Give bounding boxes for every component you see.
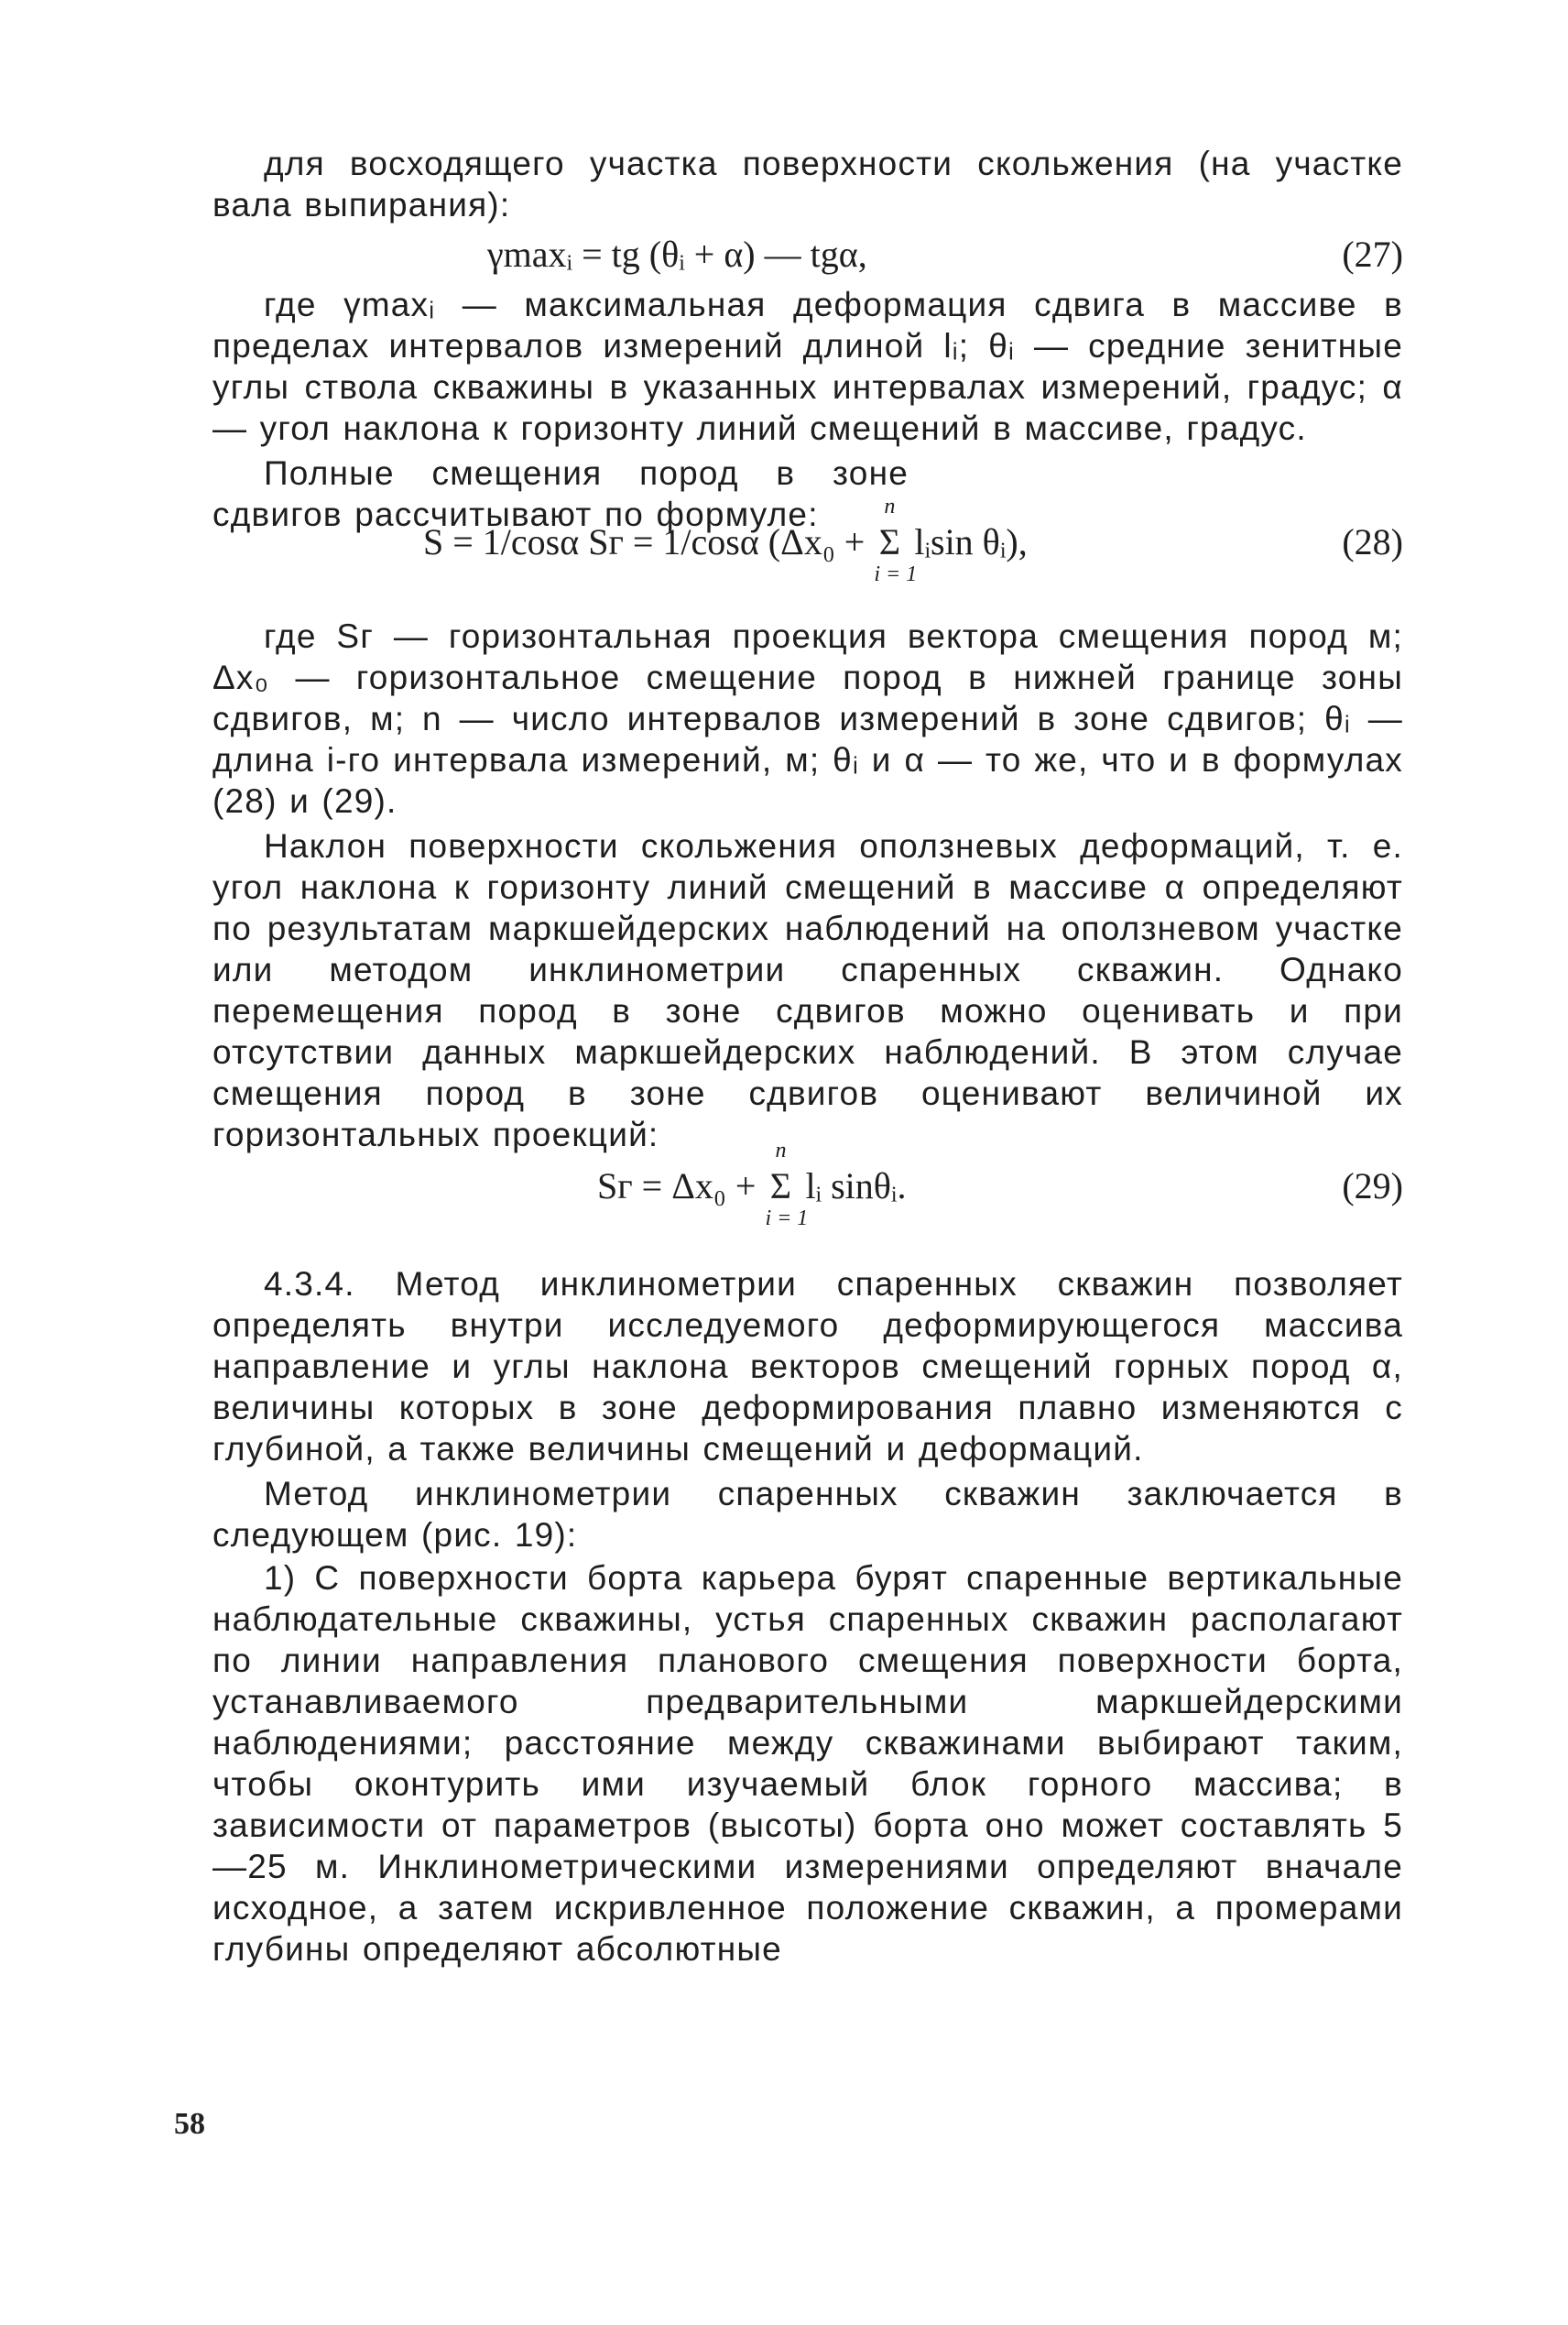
- formula-28-number: (28): [1342, 521, 1403, 562]
- formula-29-rhs: lᵢ sinθᵢ.: [805, 1165, 907, 1206]
- sum-upper-limit: n: [884, 495, 896, 518]
- sigma-glyph: Σ: [769, 1165, 792, 1206]
- formula-28: [212, 495, 1403, 597]
- paragraph-full-displacements: Полные смещения пород в зоне сдвигов рассчитывают по формуле:: [212, 454, 909, 533]
- formula-29: [212, 1139, 1403, 1260]
- formula-29-number: (29): [1342, 1165, 1403, 1206]
- paragraph-ascending-section: для восходящего участка поверхности скольжения (на участке вала выпирания):: [212, 145, 1403, 224]
- formula-28-rhs: lᵢsin θᵢ),: [914, 521, 1028, 562]
- formula-27-lhs: γmaxᵢ: [487, 234, 573, 275]
- formula-28-lhs: S = 1/cosα Sг = 1/cosα (Δx₀ +: [423, 521, 866, 562]
- summation-symbol: [874, 495, 918, 586]
- formula-27: [212, 231, 1403, 278]
- summation-symbol: [765, 1139, 809, 1230]
- paragraph-section-4-3-4: 4.3.4. Метод инклинометрии спаренных скважин позволяет определять внутри исследуемого деформирующегося массива направление и углы наклона векторов смещений горных пород α, величины которых в зоне деформирования плавно изменяются с глубиной, а также величины смещений и деформаций.: [212, 1265, 1403, 1468]
- formula-27-rhs: = tg (θᵢ + α) — tgα,: [582, 234, 867, 275]
- paragraph-gamma-definition: где γmaxᵢ — максимальная деформация сдвига в массиве в пределах интервалов измерений длиной lᵢ; θᵢ — средние зенитные углы ствола скважины в указанных интервалах измерений, градус; α — угол наклона к горизонту линий смещений в массиве, градус.: [212, 286, 1403, 447]
- sigma-glyph: Σ: [878, 521, 900, 562]
- text-column: [212, 143, 1403, 1970]
- sum-lower-limit: i = 1: [765, 1206, 809, 1230]
- paragraph-slip-surface: Наклон поверхности скольжения оползневых деформаций, т. е. угол наклона к горизонту линий смещений в массиве α определяют по результатам маркшейдерских наблюдений на оползневом участке или методом инклинометрии спаренных скважин. Однако перемещения пород в зоне сдвигов можно оценивать и при отсутствии данных маркшейдерских наблюдений. В этом случае смещения пород в зоне сдвигов оценивают величиной их горизонтальных проекций:: [212, 827, 1403, 1153]
- formula-29-lhs: Sг = Δx₀ +: [597, 1165, 757, 1206]
- sum-upper-limit: n: [775, 1139, 787, 1162]
- paragraph-method-description: Метод инклинометрии спаренных скважин заключается в следующем (рис. 19):: [212, 1475, 1403, 1554]
- paragraph-sg-definition: где Sг — горизонтальная проекция вектора смещения пород м; Δx₀ — горизонтальное смещение пород в нижней границе зоны сдвигов, м; n — число интервалов измерений в зоне сдвигов; θᵢ — длина i-го интервала измерений, м; θᵢ и α — то же, что и в формулах (28) и (29).: [212, 617, 1403, 820]
- page-number: 58: [174, 2107, 205, 2141]
- sum-lower-limit: i = 1: [874, 562, 918, 586]
- paragraph-step-1: 1) С поверхности борта карьера бурят спаренные вертикальные наблюдательные скважины, устья спаренных скважин располагают по линии направления планового смещения поверхности борта, устанавливаемого предварительными маркшейдерскими наблюдениями; расстояние между скважинами выбирают таким, чтобы оконтурить ими изучаемый блок горного массива; в зависимости от параметров (высоты) борта оно может составлять 5—25 м. Инклинометрическими измерениями определяют вначале исходное, а затем искривленное положение скважин, а промерами глубины определяют абсолютные: [212, 1559, 1403, 1968]
- formula-27-number: (27): [1342, 234, 1403, 275]
